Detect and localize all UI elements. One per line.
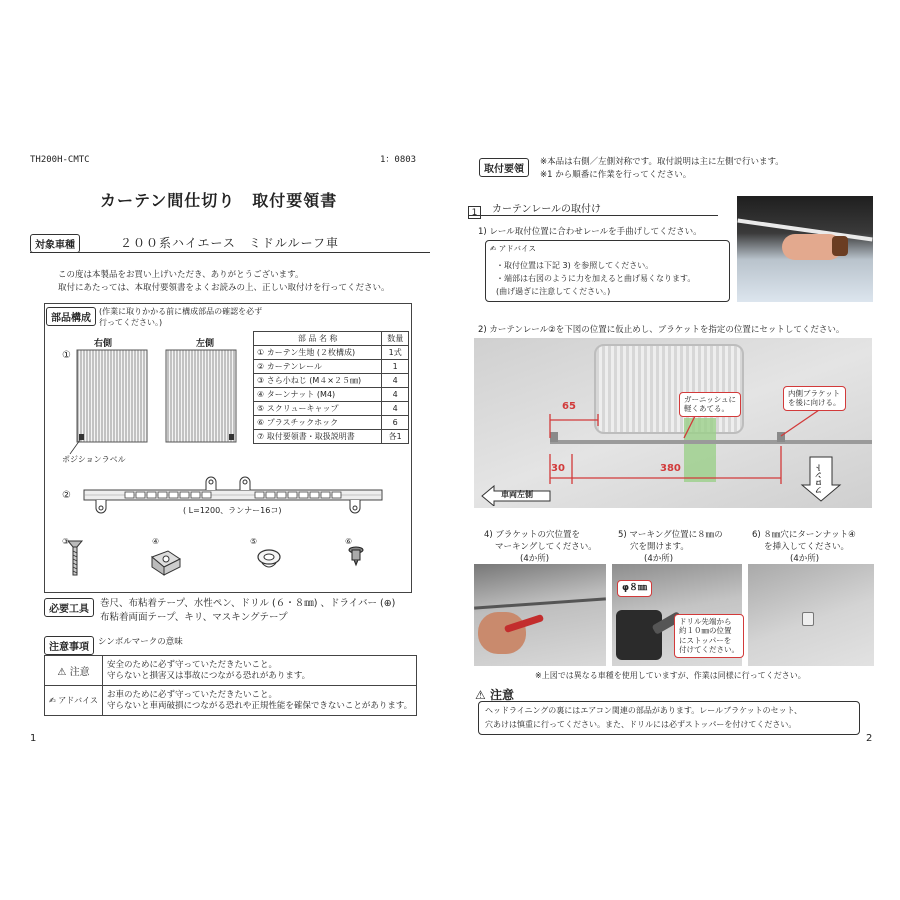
notes-tag-wrap (44, 635, 94, 655)
table-row (254, 360, 409, 374)
left-side-label: 左側 (196, 339, 215, 349)
front-label: フロント (814, 464, 823, 494)
screw-cap-icon (252, 545, 286, 575)
step-1-text: 1) レール取付位置に合わせレールを手曲げしてください。 (478, 227, 702, 237)
advice-pen-icon: ✍ (490, 244, 497, 253)
bracket-callout-line-1: 内側ブラケット (788, 389, 841, 398)
parts-table-header-qty: 数量 (382, 332, 409, 346)
caution-heading-label: 注意 (489, 688, 514, 702)
bending-rail-photo (737, 196, 873, 302)
part-name: ① カーテン生地 (２枚構成) (254, 346, 382, 360)
position-label: ポジションラベル (62, 455, 126, 464)
dimension-30: 30 (551, 463, 565, 474)
step-4-line-3: (4か所) (520, 554, 550, 564)
table-row (254, 416, 409, 430)
dimension-380: 380 (660, 463, 681, 474)
step-4-line-1: 4) ブラケットの穴位置を (484, 530, 581, 540)
advice-box (485, 240, 730, 302)
garnish-callout-line-2: 軽くあてる。 (684, 404, 729, 414)
vehicle-row (30, 233, 430, 251)
page-number-right: 2 (866, 733, 873, 744)
garnish-callout (679, 392, 741, 417)
part-qty: 1 (382, 360, 409, 374)
part-name: ⑤ スクリューキャップ (254, 402, 382, 416)
stopper-callout (674, 614, 744, 658)
advice-box-label: アドバイス (498, 244, 536, 253)
advice-desc-1: お車のために必ず守っていただきたいこと。 (107, 689, 278, 700)
caution-desc-2: 守らないと損害又は事故につながる恐れがあります。 (107, 670, 311, 681)
section-number: 1 (468, 206, 481, 219)
stopper-line-2: 約１０㎜の位置 (679, 626, 732, 636)
advice-symbol-cell (45, 686, 103, 716)
drill-size-tag: φ８㎜ (617, 580, 652, 597)
parts-tag-wrap (46, 306, 96, 326)
step-5-line-2: 穴を開けます。 (630, 542, 689, 552)
procedure-tag: 取付要領 (479, 158, 529, 177)
advice-line-1: ・取付位置は下記 3) を参照してください。 (496, 261, 654, 270)
part-name: ④ ターンナット (M4) (254, 388, 382, 402)
section-heading (468, 200, 718, 216)
procedure-note-1: ※本品は右側／左側対称です。取付説明は主に左側で行います。 (540, 157, 784, 167)
part-name: ⑦ 取付要領書・取扱説明書 (254, 430, 382, 444)
procedure-tag-wrap (479, 157, 529, 177)
stopper-line-3: にストッパーを (679, 635, 732, 645)
item-number-5: ⑤ (250, 537, 258, 546)
caution-desc-cell (103, 656, 417, 686)
advice-header (490, 244, 536, 253)
caution-box (478, 701, 860, 735)
caution-label: 注意 (69, 667, 90, 678)
notes-subtitle: シンボルマークの意味 (98, 637, 183, 647)
parts-note-2: 行ってください。) (99, 318, 163, 327)
step-5-line-3: (4か所) (644, 554, 674, 564)
table-row (45, 686, 417, 716)
parts-note-1: (作業に取りかかる前に構成部品の確認を必ず (99, 307, 263, 316)
doc-date: 1：0803 (380, 155, 417, 165)
caution-line-2: 穴あけは慎重に行ってください。また、ドリルには必ずストッパーを付けてください。 (485, 720, 797, 729)
stopper-line-1: ドリル先端から (679, 617, 732, 626)
parts-table-header-name: 部 品 名 称 (254, 332, 382, 346)
parts-tag: 部品構成 (46, 307, 96, 326)
part-name: ③ さら小ねじ (M４×２５㎜) (254, 374, 382, 388)
caution-symbol-cell (45, 656, 103, 686)
intro-line-2: 取付にあたっては、本取付要領書をよくお読みの上、正しい取付けを行ってください。 (58, 283, 390, 293)
warning-icon: ⚠ (57, 667, 67, 678)
notes-tag: 注意事項 (44, 636, 94, 655)
turn-nut-icon (146, 545, 186, 579)
advice-icon: ✍ (49, 696, 56, 705)
bracket-callout-line-2: を後に向ける。 (788, 398, 841, 408)
rail-note: ( L=1200、ランナー16コ) (183, 506, 282, 515)
intro-line-1: この度は本製品をお買い上げいただき、ありがとうございます。 (58, 270, 304, 280)
right-side-label: 右側 (94, 339, 113, 349)
curtain-fabric-diagram (74, 348, 239, 448)
part-qty: 6 (382, 416, 409, 430)
tools-tag: 必要工具 (44, 598, 94, 617)
item-number-6: ⑥ (345, 537, 353, 546)
step-6-line-2: を挿入してください。 (764, 542, 850, 552)
vehicle-left-label: 車両左側 (501, 490, 533, 499)
table-row (45, 656, 417, 686)
step-5-line-1: 5) マーキング位置に８㎜の (618, 530, 723, 540)
step-2-text: 2) カーテンレール②を下図の位置に仮止めし、ブラケットを指定の位置にセットしてください。 (478, 325, 845, 335)
vehicle-tag: 対象車種 (30, 234, 80, 253)
page-number-left: 1 (30, 733, 37, 744)
part-qty: 4 (382, 402, 409, 416)
part-qty: 4 (382, 388, 409, 402)
advice-line-3: (曲げ過ぎに注意してください。) (496, 287, 611, 296)
warning-icon: ⚠ (475, 688, 486, 702)
flat-screw-icon (64, 538, 90, 578)
part-qty: 1式 (382, 346, 409, 360)
doc-code: TH200H-CMTC (30, 155, 90, 165)
advice-desc-cell (103, 686, 417, 716)
symbol-meaning-table (44, 655, 417, 716)
advice-desc-2: 守らないと車両破損につながる恐れや正規性能を確保できないことがあります。 (107, 700, 413, 711)
item-number-3: ③ (62, 537, 70, 546)
garnish-callout-line-1: ガーニッシュに (684, 395, 737, 404)
table-row (254, 388, 409, 402)
part-name: ② カーテンレール (254, 360, 382, 374)
bracket-callout (783, 386, 846, 411)
part-qty: 各1 (382, 430, 409, 444)
photo-note: ※上図では異なる車種を使用していますが、作業は同様に行ってください。 (535, 671, 806, 680)
caution-line-1: ヘッドライニングの裏にはエアコン関連の部品があります。レールブラケットのセット、 (485, 706, 802, 715)
page-title: カーテン間仕切り 取付要領書 (100, 191, 338, 210)
vehicle-underline (30, 252, 430, 253)
stopper-line-4: 付けてください。 (679, 645, 739, 655)
tools-line-2: 布粘着両面テープ、キリ、マスキングテープ (100, 612, 288, 623)
caution-desc-1: 安全のために必ず守っていただきたいこと。 (107, 659, 278, 670)
table-row (254, 374, 409, 388)
tools-line-1: 巻尺、布粘着テープ、水性ペン、ドリル (６・８㎜) 、ドライバー (⊕) (100, 598, 396, 609)
step-6-line-1: 6) ８㎜穴にターンナット④ (752, 530, 856, 540)
turn-nut-photo (748, 564, 874, 666)
dimension-65: 65 (562, 401, 576, 412)
table-row (254, 430, 409, 444)
vehicle-name: ２００系ハイエース ミドルルーフ車 (120, 236, 340, 250)
table-row (254, 402, 409, 416)
item-number-4: ④ (152, 537, 160, 546)
advice-label: アドバイス (58, 696, 99, 705)
procedure-note-2: ※1 から順番に作業を行ってください。 (540, 170, 692, 180)
plastic-hook-icon (346, 545, 366, 567)
marking-photo (474, 564, 606, 666)
parts-table (253, 331, 409, 444)
table-row (254, 346, 409, 360)
item-number-2: ② (62, 490, 71, 501)
advice-line-2: ・端部は右図のように力を加えると曲げ易くなります。 (496, 274, 696, 283)
part-qty: 4 (382, 374, 409, 388)
step-4-line-2: マーキングしてください。 (495, 542, 597, 552)
section-title: カーテンレールの取付け (492, 204, 602, 215)
item-number-1: ① (62, 350, 71, 361)
tools-tag-wrap (44, 597, 94, 617)
step-6-line-3: (4か所) (790, 554, 820, 564)
part-name: ⑥ プラスチックホック (254, 416, 382, 430)
